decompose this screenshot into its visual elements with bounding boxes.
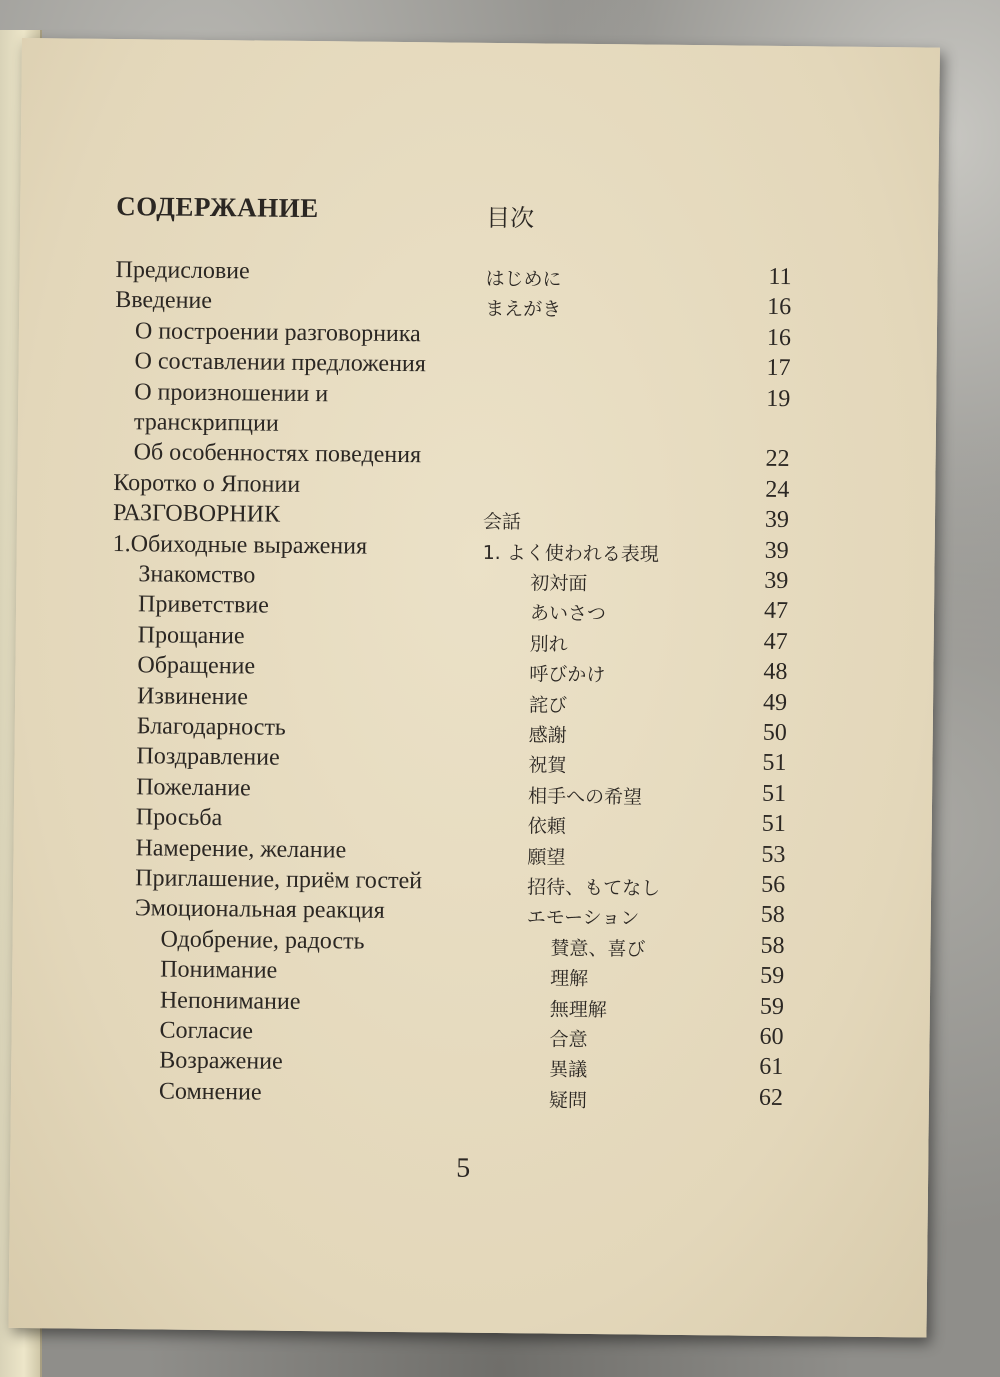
toc-entry-page: 16 bbox=[766, 324, 792, 351]
toc-entry-page: 16 bbox=[767, 294, 792, 321]
page-number: 5 bbox=[456, 1152, 471, 1184]
toc-entry-title-ru: Намерение, желание bbox=[135, 834, 347, 864]
toc-entry-page: 50 bbox=[762, 719, 787, 747]
book-page bbox=[8, 38, 939, 1338]
toc-entry-title-jp: 詫び bbox=[528, 693, 568, 717]
toc-entry-title-jp: 依頼 bbox=[527, 815, 566, 838]
toc-entry-title-ru: Предисловие bbox=[115, 256, 250, 285]
toc-entry-title-jp: まえがき bbox=[485, 298, 562, 322]
toc-entry-page: 17 bbox=[766, 355, 791, 382]
toc-entry-page: 58 bbox=[760, 902, 785, 929]
toc-entry-page: 48 bbox=[763, 658, 788, 686]
toc-entry-page: 49 bbox=[762, 689, 788, 716]
toc-title-jp: 目次 bbox=[485, 203, 535, 233]
toc-entry-title-ru: Об особенностях поведения bbox=[133, 439, 422, 469]
toc-entry-title-ru: Обращение bbox=[137, 652, 256, 680]
toc-entry-page: 58 bbox=[760, 932, 785, 959]
toc-entry-page: 11 bbox=[768, 263, 792, 291]
toc-entry-title-ru: О составлении предложения bbox=[134, 348, 427, 378]
toc-entry-title-ru: Приветствие bbox=[137, 591, 269, 620]
toc-entry-page: 39 bbox=[764, 506, 790, 534]
toc-entry-title-jp: 相手への希望 bbox=[527, 785, 643, 809]
toc-entry-page: 62 bbox=[758, 1084, 784, 1111]
toc-entry-title-ru: РАЗГОВОРНИК bbox=[112, 500, 281, 528]
toc-entry-page: 51 bbox=[761, 780, 787, 807]
toc-entry-page: 53 bbox=[761, 841, 786, 868]
toc-entry-title-ru: Одобрение, радость bbox=[160, 926, 365, 955]
toc-entry-title-jp: 疑問 bbox=[548, 1089, 588, 1112]
toc-entry-title-jp: はじめに bbox=[485, 267, 562, 291]
toc-entry-title-jp: 別れ bbox=[529, 633, 568, 656]
toc-entry-page: 22 bbox=[765, 446, 790, 473]
toc-entry-title-jp: エモーション bbox=[526, 906, 640, 930]
toc-entry-title-ru: Согласие bbox=[159, 1017, 254, 1045]
toc-entry-title-jp: 合意 bbox=[549, 1028, 588, 1051]
toc-entry-title-ru: Эмоциональная реакция bbox=[134, 895, 385, 925]
toc-entry-title-jp: 祝賀 bbox=[528, 754, 567, 778]
toc-entry-page: 19 bbox=[766, 385, 791, 412]
toc-entry-title-ru: Извинение bbox=[136, 682, 249, 710]
toc-entry-page: 51 bbox=[762, 750, 787, 777]
toc-entry-title-jp: 賛意、喜び bbox=[550, 937, 646, 961]
toc-title-ru: СОДЕРЖАНИЕ bbox=[116, 190, 319, 224]
toc-entry-title-jp: あいさつ bbox=[529, 602, 607, 626]
toc-entry-title-ru: О построении разговорника bbox=[134, 317, 421, 347]
toc-entry-title-jp: 呼びかけ bbox=[529, 663, 606, 687]
toc-entry-title-ru: Коротко о Японии bbox=[113, 469, 301, 498]
toc-entry-title-ru: Знакомство bbox=[138, 561, 256, 589]
toc-entry-title-jp: 1. よく使われる表現 bbox=[482, 541, 659, 566]
toc-entry-title-jp: 願望 bbox=[527, 845, 566, 869]
toc-entry-title-ru: Благодарность bbox=[136, 713, 286, 741]
toc-entry-title-ru: Прощание bbox=[137, 622, 245, 650]
toc-entry-title-ru: Поздравление bbox=[136, 743, 280, 772]
toc-entry-title-ru: Приглашение, приём гостей bbox=[135, 865, 423, 895]
toc-entry-title-ru: транскрипции bbox=[133, 409, 279, 437]
toc-entry-page: 47 bbox=[763, 628, 788, 655]
table-of-contents bbox=[8, 38, 939, 1338]
toc-entry-page: 39 bbox=[764, 537, 789, 564]
toc-entry-title-ru: Понимание bbox=[160, 956, 278, 984]
toc-entry-title-jp: 会話 bbox=[482, 511, 522, 534]
toc-entry-title-ru: Пожелание bbox=[136, 774, 251, 802]
toc-entry-title-jp: 理解 bbox=[550, 967, 589, 991]
toc-entry-page: 60 bbox=[759, 1023, 784, 1051]
toc-entry-title-ru: Возражение bbox=[159, 1047, 283, 1076]
toc-entry-title-jp: 感謝 bbox=[528, 724, 567, 747]
toc-entry-page: 59 bbox=[760, 962, 785, 990]
toc-entry-title-ru: Просьба bbox=[135, 804, 223, 832]
toc-entry-page: 24 bbox=[765, 476, 790, 503]
toc-entry-page: 61 bbox=[759, 1054, 784, 1081]
toc-entry-title-ru: Сомнение bbox=[158, 1078, 262, 1106]
toc-entry-title-jp: 初対面 bbox=[530, 572, 588, 595]
toc-entry-title-ru: О произношении и bbox=[134, 378, 329, 407]
toc-entry-page: 47 bbox=[763, 598, 789, 625]
toc-entry-title-ru: 1.Обиходные выражения bbox=[112, 530, 368, 560]
toc-entry-page: 51 bbox=[761, 810, 786, 838]
toc-entry-title-jp: 無理解 bbox=[549, 998, 607, 1021]
toc-entry-title-ru: Непонимание bbox=[159, 987, 301, 1015]
toc-entry-page: 59 bbox=[759, 993, 785, 1020]
toc-entry-title-jp: 招待、もてなし bbox=[527, 876, 661, 900]
toc-entry-title-jp: 異議 bbox=[549, 1058, 588, 1082]
toc-entry-page: 39 bbox=[764, 567, 789, 595]
toc-entry-page: 56 bbox=[761, 871, 786, 899]
toc-entry-title-ru: Введение bbox=[115, 287, 213, 315]
